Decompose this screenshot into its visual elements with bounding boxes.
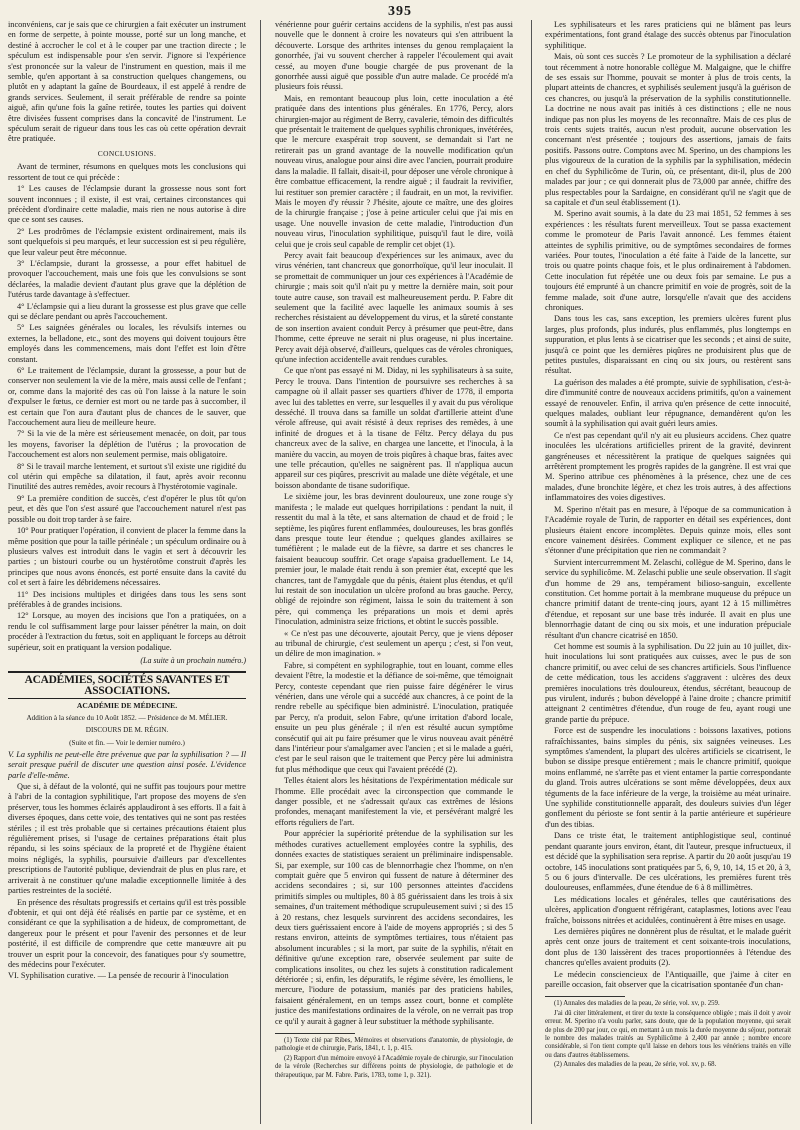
footnote: (2) Rapport d'un mémoire envoyé à l'Académie royale de chirurgie, sur l'inoculation de la vérole (Recherches sur différens points de physiologie, de pathologie et de thérapeutique, par M. Fabre. Paris, 1783, tome 1, p. 321). [275,1054,513,1079]
column-divider [260,20,261,1124]
continuation-info: (Suite et fin. — Voir le dernier numéro.) [69,739,185,748]
paragraph: M. Sperino avait soumis, à la date du 23 mai 1851, 52 femmes à ses expériences : les résultats furent merveilleux. Tout se passa exactement comme le promoteur de Paris l'avait annoncé. Les femmes étaient atteintes de syphilis primitive, ou de symptômes secondaires de formes variées. Pour toutes, l'inoculation a été faite à l'aide de la lancette, sur trois ou quatre points chaque fois, et le plus ordinairement à l'abdomen. Cette inoculation fut répétée une ou deux fois par semaine. Le pus a toujours été emprunté à un chancre primitif en voie de progrès, soit de la femme malade, soit d'une autre, lorsqu'elle n'avait que des accidens chroniques. [545,209,791,312]
paragraph: Pour apprécier la supériorité prétendue de la syphilisation sur les méthodes curatives actuellement employées contre la syphilis, des données exactes de statistiques seraient un préliminaire indispensable. Si, par exemple, sur 100 cas de blennorrhagie chez l'homme, on n'en comptait guère que 5 environ qui fussent de nature à déterminer des accidens secondaires ; si, sur 100 personnes atteintes d'accidens primitifs simples ou multiples, 80 à 85 guérissaient dans les trois à six semaines, d'un traitement méthodique scrupuleusement suivi ; si des 15 à 20 restans, chez lesquels survinrent des accidens secondaires, les deux tiers guérissaient encore à l'aide de moyens appropriés ; si des 5 restans environ, atteints de symptômes tertiaires, tous n'étaient pas absolument incurables ; si la mort, par suite de la syphilis, n'était en définitive qu'une exception rare, observée seulement par suite de complications insolites, ou chez les sujets à constitution radicalement détériorée ; si, enfin, les dépuratifs, le régime sévère, les émolliens, le mercure, l'iodure de potassium, maniés par des praticiens habiles, faisaient généralement, en un temps assez court, bonne et complète justice des manifestations ordinaires de la vérole, on ne verrait pas trop ce qu'il y aurait à gagner à leur substituer la méthode syphilisante. [275,829,513,1026]
paragraph: Les syphilisateurs et les rares praticiens qui ne blâment pas leurs expérimentations, font grand étalage des succès obtenus par l'inoculation syphilitique. [545,20,791,50]
paragraph: Que si, à défaut de la volonté, qui ne suffit pas toujours pour mettre à l'abri de la contagion syphilitique, l'art propose des moyens de s'en préserver, tous les hommes éclairés applaudiront à ses efforts. Il a fait à diverses époques, dans cette voie, des tentatives qui ne sont pas restées stériles ; il est très probable que si certaines précautions étaient plus régulièrement prises, si l'usage de certaines préparations était plus répandu, si les soins spéciaux de la propreté et de l'hygiène étaient moins négligés, la syphilis, poursuivie d'ailleurs par d'excellentes prescriptions de l'autorité publique, deviendrait de plus en plus rare, et arriverait à ne constituer qu'une maladie exceptionnelle limitée à des parties restreintes de la société. [8,782,246,896]
session-info: Addition à la séance du 10 Août 1852. — Présidence de M. MÉLIER. [26,713,228,722]
column-right [545,20,791,1124]
paragraph: Percy avait fait beaucoup d'expériences sur les animaux, avec du virus vénérien, tant chancreux que gonorrhoïque, qu'il leur inoculait. Il se promettait de communiquer un jour ces expériences à l'Académie de chirurgie ; mais soit qu'il n'ait pu y mettre la dernière main, soit pour toute autre cause, son travail est malheureusement perdu. P. Fabre dit seulement que la facilité avec laquelle les animaux soumis à ses recherches résistaient au développement du virus, et la sûreté constante de son insertion avaient conduit Percy à présumer que peut-être, dans l'homme, cette épreuve ne serait ni plus orageuse, ni plus incertaine. Percy avait déjà observé, d'ailleurs, quelques cas de véroles chroniques, qu'une infection accidentelle avait rendues curables. [275,250,513,364]
paragraph: Fabre, si compétent en syphilographie, tout en louant, comme elles devaient l'être, la modestie et la défiance de soi-même, que témoignait Percy, conteste cependant que rien puisse faire dégénérer le virus vénérien, dans une vérole qui a succédé aux chancres, à ce point de la rendre rebelle au spécifique bien administré. L'inoculation, pratiquée par Percy, n'a produit, selon Fabre, qu'une irritation d'abord locale, ensuite un peu plus générale ; il n'en est résulté aucun symptôme consécutif qui ait pu faire présumer que le virus nouveau avait pénétré dans l'intérieur pour s'amalgamer avec l'ancien ; et si le malade a guéri, c'est par le seul raison que le traitement que Percy père lui administra fut plus méthodique que ceux qui l'avaient précédé (2). [275,660,513,774]
footnote-rule [275,1033,355,1034]
paragraph: Ce que n'ont pas essayé ni M. Diday, ni les syphilisateurs à sa suite, Percy le trouva. Dans l'intention de poursuivre ses recherches à sa campagne où il allait passer ses quartiers d'hiver de 1778, il emporta avec lui des tablettes en verre, sur lesquelles il y avait du pus vérolique desséché. Il trouva dans sa famille un soldat d'artillerie atteint d'une vérole affreuse, qui avait résisté à deux reprises des remèdes, à une infinité de drogues et à la tisane de Féltz. Percy délaya du pus chancreux avec de la salive, en chargea une lancette, et l'inocula, à la manière du vaccin, au moyen de trois piqûres à chaque bras, faites avec une telle précaution, qu'elles ne saignèrent pas. Il n'appliqua aucun appareil sur ces piqûres, prescrivit au malade une diète végétale, et une boisson abondante de tisane sudorifique. [275,366,513,490]
speech-title: DISCOURS DE M. RÉGIN. [85,726,169,734]
paragraph: 12° Lorsque, au moyen des incisions que l'on a pratiquées, on a rendu le col suffisamment large pour laisser pénétrer la main, on doit procéder à l'extraction du fœtus, soit en appliquant le forceps au détroit supérieur, soit en pratiquant la version podalique. [8,611,246,652]
paragraph: Cet homme est soumis à la syphilisation. Du 22 juin au 10 juillet, dix-huit inoculations lui sont pratiquées aux cuisses, avec le pus de son chancre primitif, ou avec celui de ses chancres artificiels. Sous l'influence de cette médication, tous les accidens s'aggravent : ulcères des deux premières inoculations très douloureux, étendus, sécrétant, beaucoup de pus virulent, indurés ; bubon développé à l'aine droite ; chancre primitif atteignant 2 centimètres d'étendue, d'un rouge de feu, ayant rougi une grande partie du prépuce. [545,641,791,724]
column-divider [531,20,532,1124]
paragraph: Telles étaient alors les hésitations de l'expérimentation médicale sur l'homme. Elle procédait avec la circonspection que commande le danger possible, et ne s'adressait qu'aux cas extrêmes de lésions profondes, menaçant manifestement la vie, et persévérant malgré les efforts réguliers de l'art. [275,776,513,827]
paragraph: 1° Les causes de l'éclampsie durant la grossesse nous sont fort souvent inconnues ; il existe, il est vrai, certaines circonstances qui précèdent d'ordinaire cette maladie, mais rien ne nous autorise à dire que ce sont ses causes. [8,184,246,225]
paragraph: Le sixième jour, les bras devinrent douloureux, une zone rouge s'y manifesta ; le malade eut quelques horripilations : pendant la nuit, il ressentit du mal à la tête, et sans alternation de chaud et de froid ; le septième, les piqûres furent enflammées, douloureuses, les bras gonflés dans presque toute leur étendue ; quelques glandes axillaires se tuméfièrent ; le malade eut de la fièvre, sa dartre et ses chancres le faisaient beaucoup souffrir. Cet orage s'apaisa graduellement. Le 14, premier jour, le malade était rendu à son premier état, excepté que les chancres, tant de l'amygdale que du pénis, étaient plus étendus, et qu'il lui restait de son inoculation un ulcère profond au bras gauche. Percy, obligé de rejoindre son régiment, laissa le soin du traitement à son père, qui commença les préparations un mois et demi après l'inoculation, administra seize frictions, et obtint le succès possible. [275,492,513,627]
page-number: 395 [388,4,412,19]
paragraph: V. La syphilis ne peut-elle être prévenue que par la syphilisation ? — Il serait presque puéril de discuter une question ainsi posée. L'évidence parle d'elle-même. [8,749,246,780]
paragraph: Le médecin consciencieux de l'Antiquaille, que j'aime à citer en pareille occasion, fait observer que la cicatrisation spontanée d'un chan- [545,969,791,989]
paragraph: 5° Les saignées générales ou locales, les révulsifs internes ou externes, la belladone, etc., sont des moyens qui doivent toujours être employés dans les commencemens, mais dont l'effet est loin d'être constant. [8,323,246,364]
continuation-note: (La suite à un prochain numéro.) [140,655,246,665]
paragraph: 2° Les prodrômes de l'éclampsie existent ordinairement, mais ils sont quelquefois si peu marqués, et leur succession est si peu régulière, que leur valeur peut être méconnue. [8,226,246,257]
paragraph: vénérienne pour guérir certains accidens de la syphilis, n'est pas aussi nouvelle que le donnent à croire les novateurs qui s'en attribuent la découverte. Lorsque des arthrites intenses du genou remplaçaient la gonorrhée, j'ai vu souvent chercher à rappeler l'écoulement qui avait cessé, au moyen d'une bougie chargée de pus provenant de la gonorrhée aussi aiguë que possible d'un autre malade. Ce procédé m'a plusieurs fois réussi. [275,20,513,92]
column-left [8,20,246,1124]
paragraph: Les médications locales et générales, telles que cautérisations des ulcères, application d'onguent réfrigérant, cataplasmes, lotions avec l'eau fraîche, boissons nitrées et acidulées, continuèrent à être mises en usage. [545,894,791,925]
footnote: J'ai dû citer littéralement, et tirer du texte la conséquence obligée ; mais il doit y avoir erreur. M. Sperino n'a voulu parler, sans doute, que de la population moyenne, qui serait de plus de 200 par jour, ce qui, en mettant à un mois la durée moyenne du séjour, porterait le nombre des malades traités au Syphilicôme à 2,400 par année ; nombre encore considérable, si l'on tient compte qu'il laisse en dehors tous les vénériens traités en ville ou dans d'autres établissemens. [545,1009,791,1059]
paragraph: M. Sperino n'était pas en mesure, à l'époque de sa communication à l'Académie royale de Turin, de rapporter en détail ses expériences, dont plusieurs étaient encore incomplètes. Depuis quinze mois, elles sont encore vainement désirées. Comment expliquer ce silence, et ne pas s'étonner d'une précipitation que rien ne commandait ? [545,504,791,556]
paragraph: En présence des résultats progressifs et certains qu'il est très possible d'obtenir, et qui ont déjà été réalisés en partie par ce système, et en considérant ce que la syphilisation a de hideux, de compromettant, de dangereux pour le présent et pour l'avenir des personnes et de leur postérité, il est difficile de comprendre que cette manœuvre ait pu trouver un esprit pour la concevoir, des fanatiques pour s'y soumettre, des médecins pour l'exécuter. [8,897,246,969]
paragraph: 3° L'éclampsie, durant la grossesse, a pour effet habituel de provoquer l'accouchement, mais une fois que les convulsions se sont déclarées, la maladie devient d'autant plus grave que la déplétion de l'utérus tarde davantage à s'effectuer. [8,258,246,300]
paragraph: 8° Si le travail marche lentement, et surtout s'il existe une rigidité du col utérin qui empêche sa dilatation, il faut, après avoir reconnu l'inutilité des autres remèdes, avoir recours à l'hystérotomie vaginale. [8,461,246,492]
conclusions-heading: CONCLUSIONS. [97,148,157,158]
academy-name: ACADÉMIE DE MÉDECINE. [76,701,178,711]
footnote: (1) Texte cité par Ribes, Mémoires et observations d'anatomie, de physiologie, de pathologie et de chirurgie, Paris, 1841, t. 1, p. 415. [275,1037,513,1053]
paragraph: Force est de suspendre les inoculations : boissons laxatives, potions rafraîchissantes, bains simples du pénis, six saignées veineuses. Les symptômes s'amendent, la plupart des ulcères artificiels se cicatrisent, le bubon se dissipe presque entièrement ; mais le chancre primitif, quoique moins enflammé, ne s'arrête pas et vient entamer la partie correspondante du gland. Trois autres ulcérations se sont même développées, deux aux téguments de la face inférieure de la verge, la troisième au méat urinaire. Une syphilide constitutionnelle apparaît, des douleurs suivies d'un léger gonflement du périoste se font sentir à la partie antérieure et supérieure d'un des tibias. [545,726,791,829]
column-middle [275,20,513,1124]
footnote: (2) Annales des maladies de la peau, 2e série, vol. xv, p. 68. [554,1061,717,1069]
paragraph: Dans tous les cas, sans exception, les premiers ulcères furent plus larges, plus profonds, plus indurés, plus enflammés, plus longtemps en suppuration, et plus lents à se cicatriser que les seconds ; et ainsi de suite, jusqu'à ce point que les dernières piqûres ne produisirent plus que de petites pustules, disparaissant en cinq ou six jours, ou restèrent sans résultat. [545,314,791,376]
paragraph: 6° Le traitement de l'éclampsie, durant la grossesse, a pour but de conserver non seulement la vie de la mère, mais aussi celle de l'enfant ; or, comme dans la majorité des cas où l'on laisse à la nature le soin d'expulser le fœtus, ce dernier est mort ou ne tarde pas à succomber, il est certain que l'on aura d'autant plus de chances de le sauver, que l'accouchement aura lieu de meilleure heure. [8,366,246,428]
paragraph: Avant de terminer, résumons en quelques mots les conclusions qui ressortent de tout ce qui précède : [8,162,246,182]
paragraph: Mais, où sont ces succès ? Le promoteur de la syphilisation a déclaré tout récemment à notre honorable collègue M. Malgaigne, que le chiffre de ses essais sur l'homme, pouvait se monter à plus de trois cents, la plupart atteints de chancres, et syphilisés seulement jusqu'à la guérison de ces chancres, ou jusqu'à la préservation de la syphilis constitutionnelle. La doctrine ne nous avait pas initiés à ces distinctions ; elle ne nous indique pas non plus les moyens de les reconnaître. Mais de ces plus de trois cents sujets traités, aucun n'est produit, aucune observation les concernant n'est présentée ; toujours des assertions, jamais de faits positifs. Passons outre. Comptons avec M. Sperino, un des champions les plus vigoureux de la curation de la syphilis par la syphilisation, médecin en chef du Syphilicôme de Turin, où, ce présentant, dit-il, plus de 200 malades par jour ; ce qui donnerait plus de 73,000 par année, chiffre des plus respectables pour la Sardaigne, en considérant qu'il ne s'agit que de sa capitale et d'un seul établissement (1). [545,52,791,207]
paragraph: Dans ce triste état, le traitement antiphlogistique seul, continué pendant quarante jours environ, étant, dit l'auteur, presque infructueux, il est décidé que la syphilisation sera reprise. A partir du 20 août jusqu'au 19 octobre, 145 inoculations sont pratiquées par 5, 6, 9, 10, 14, 15 et 20, à 3, 5 ou 6 jours d'intervalle. De ces ulcérations, les premières furent très douloureuses, enflammées, d'une étendue de 6 à 8 millimètres. [545,831,791,893]
paragraph: 7° Si la vie de la mère est sérieusement menacée, on doit, par tous les moyens, favoriser la déplétion de l'utérus ; la provocation de l'accouchement est alors non seulement permise, mais obligatoire. [8,429,246,460]
paragraph: inconvéniens, car je sais que ce chirurgien a fait exécuter un instrument en forme de serpette, à pointe mousse, porté sur un long manche, et destiné à accrocher le col et à le couper par une traction directe ; le spéculum est indispensable pour s'en servir. J'ignore si l'expérience s'est prononcée sur la valeur de l'instrument en question, mais il me semble, qu'en apportant à sa construction quelques changemens, ou plutôt en y adaptant la gaîne de Bourdeaux, il est appelé à rendre de grands services. Seulement, il serait préférable de rendre sa pointe aiguë, afin qu'une fois la gaîne retirée, toutes les parties qui doivent être divisées fussent comprises dans la concavité de l'instrument. Le spéculum serait de rigueur dans tous les cas où cette opération devrait être pratiquée. [8,20,246,144]
paragraph: Mais, en remontant beaucoup plus loin, cette inoculation a été pratiquée dans des intentions plus générales. En 1776, Percy, alors chirurgien-major au régiment de Berry, cavalerie, témoin des difficultés que présentait le traitement de quelques syphilis chroniques, invétérées, que le mercure exaspérait trop souvent, se demandait si l'art ne retirerait pas un grand avantage de la nouvelle modification qu'un nouveau virus, analogue pour ainsi dire avec l'ancien, pourrait produire dans la maladie. Il fallait, disait-il, pour déposer une vérole chronique à être combattue efficacement, la rendre aiguë ; il faudrait la revivifier, lui restituer son premier caractère ; il faudrait, en un mot, la revivifier. Mais le moyen d'y réussir ? J'hésite, ajoute ce maître, une des gloires de la chirurgie française ; j'ose à peine articuler celui que j'ai mis en usage. Une nouvelle invasion de cette maladie, l'introduction d'un nouveau virus, l'inoculation syphilitique, puisqu'il faut le dire, voilà celui que je crois seul capable de remplir cet objet (1). [275,93,513,249]
paragraph: Survient intercurremment M. Zelaschi, collègue de M. Sperino, dans le service du syphilicôme. M. Zelaschi publie une seule observation. Il s'agit d'un homme de 29 ans, tempérament bilioso-sanguin, excellente constitution. Cet homme portait à la membrane muqueuse du prépuce un chancre primitif datant de trente-cinq jours, ayant 12 à 15 millimètres d'étendue, et reposant sur une base très indurée. Il avait en plus une blennorrhagie datant de cinq ou six mois, et une induration prépuciale résultant d'un chancre cicatrisé en 1850. [545,557,791,640]
paragraph: Ce n'est pas cependant qu'il n'y ait eu plusieurs accidens. Chez quatre inoculées les ulcérations artificielles prirent de la gravité, devinrent gangréneuses et nécessitèrent la pratique de quelques saignées qui arrêtèrent promptement les progrès rapides de la gangrène. Il est vrai que M. Sperino attribue ces phénomènes à la présence, chez une de ces malades, d'une bronchite légère, et chez les trois autres, à des affections inflammatoires des voies digestives. [545,430,791,503]
paragraph: Les dernières piqûres ne donnèrent plus de résultat, et le malade guérit après cent onze jours de traitement et cent soixante-trois inoculations, dont plus de 130 laissèrent des traces proportionnées à l'étendue des chancres qu'elles avaient produits (2). [545,926,791,968]
paragraph: « Ce n'est pas une découverte, ajoutait Percy, que je viens déposer au tribunal de chirurgie, c'est seulement un aperçu ; c'est, si l'on veut, un délire de mon imagination. » [275,628,513,659]
paragraph: 10° Pour pratiquer l'opération, il convient de placer la femme dans la même position que pour la taille périnéale ; un spéculum ordinaire ou à plusieurs valves est introduit dans le vagin et sert à découvrir les parties ; un bistouri courbe ou un hystérotôme construit d'après les principes que nous avons énoncés, est porté ensuite dans la cavité du col et sert à faire les débridemens nécessaires. [8,526,246,588]
section-banner: ACADÉMIES, SOCIÉTÉS SAVANTES ET ASSOCIATIONS. [8,671,246,699]
paragraph: La guérison des malades a été prompte, suivie de syphilisation, c'est-à-dire d'immunité contre de nouveaux accidens primitifs, qu'on a vainement essayé de renouveler. Enfin, il arriva qu'en présence de cette innocuité, quelques malades, oubliant leur répugnance, demandèrent qu'on les soumît à la syphilisation qui avait guéri leurs amies. [545,377,791,429]
paragraph: 4° L'éclampsie qui a lieu durant la grossesse est plus grave que celle qui se déclare pendant ou après l'accouchement. [8,301,246,321]
paragraph: 11° Des incisions multiples et dirigées dans tous les sens sont préférables à de grandes incisions. [8,589,246,609]
paragraph: 9° La première condition de succès, c'est d'opérer le plus tôt qu'on peut, et dès que l'on s'est assuré que l'accouchement naturel n'est pas possible ou doit trop tarder à se faire. [8,493,246,524]
paragraph: VI. Syphilisation curative. — La pensée de recourir à l'inoculation [8,971,229,981]
footnote: (1) Annales des maladies de la peau, 2e série, vol. xv, p. 259. [554,1000,720,1008]
footnote-rule [545,996,625,997]
